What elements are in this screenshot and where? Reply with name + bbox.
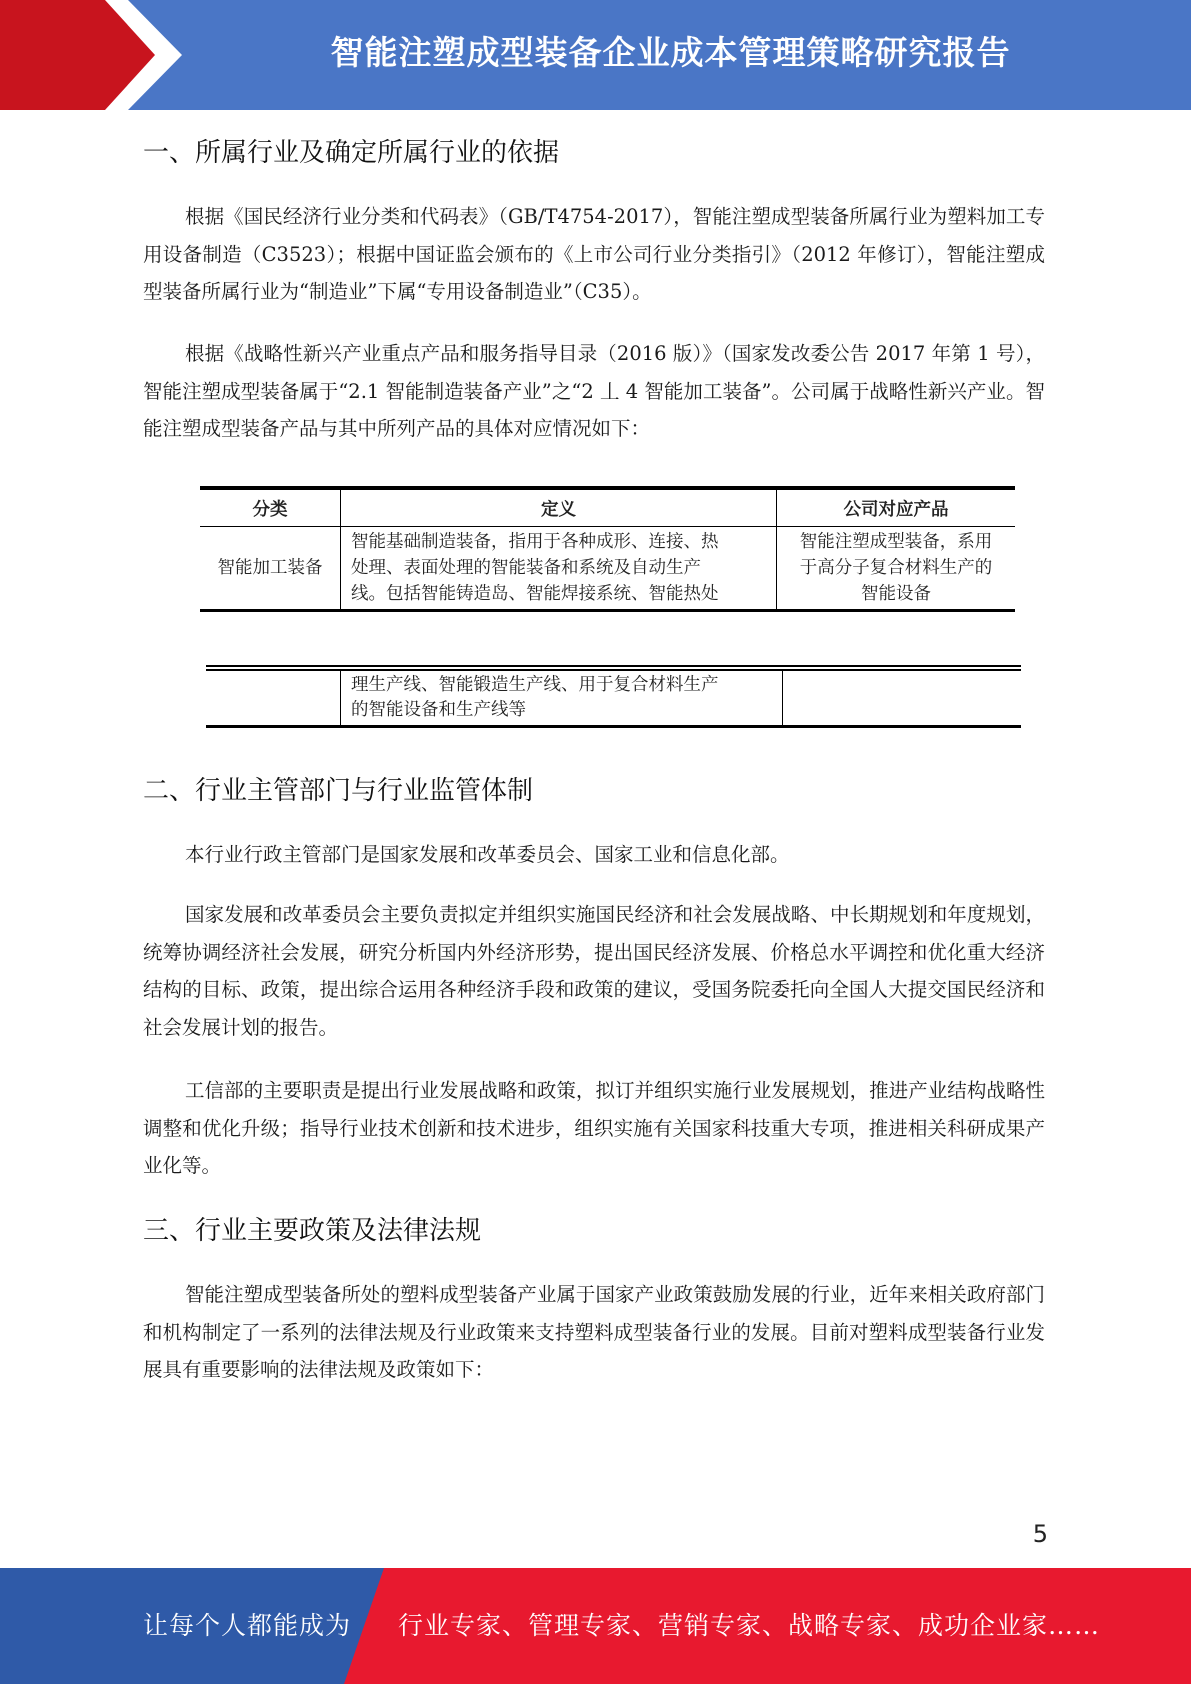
- report-title: 智能注塑成型装备企业成本管理策略研究报告: [330, 33, 1011, 72]
- table-cell-definition-continued: [341, 668, 783, 727]
- table-row: [206, 668, 1021, 727]
- footer-banner: [0, 1568, 1191, 1684]
- definition-line: 智能基础制造装备，指用于各种成形、连接、热: [351, 532, 719, 552]
- section-3-heading: 三、行业主要政策及法律法规: [143, 1216, 482, 1246]
- table-header-row: [200, 488, 1015, 527]
- section-3-paragraph-1: 智能注塑成型装备所处的塑料成型装备产业属于国家产业政策鼓励发展的行业，近年来相关政府部门和机构制定了一系列的法律法规及行业政策来支持塑料成型装备行业的发展。目前对塑料成型装备行业发展具有重要影响的法律法规及政策如下：: [143, 1283, 1045, 1381]
- section-1-paragraph-2: 根据《战略性新兴产业重点产品和服务指导目录（2016 版）》（国家发改委公告 2017 年第 1 号），智能注塑成型装备属于“2.1 智能制造装备产业”之“2 丄 4 智能加工装备”。公司属于战略性新兴产业。智能注塑成型装备产品与其中所列产品的具体对应情况如下：: [143, 342, 1045, 440]
- product-line: 智能设备: [861, 584, 931, 604]
- definition-line: 的智能设备和生产线等: [351, 700, 526, 720]
- product-mapping-table-continued: [206, 665, 1021, 728]
- footer-slogan-right: 行业专家、管理专家、营销专家、战略专家、成功企业家……: [398, 1611, 1101, 1640]
- header-banner: [0, 0, 1191, 110]
- table-cell-empty: [206, 668, 341, 727]
- section-2-paragraph-2: 国家发展和改革委员会主要负责拟定并组织实施国民经济和社会发展战略、中长期规划和年度规划，统筹协调经济社会发展，研究分析国内外经济形势，提出国民经济发展、价格总水平调控和优化重大经济结构的目标、政策，提出综合运用各种经济手段和政策的建议，受国务院委托向全国人大提交国民经济和社会发展计划的报告。: [143, 903, 1045, 1039]
- section-2-paragraph-3: 工信部的主要职责是提出行业发展战略和政策，拟订并组织实施行业发展规划，推进产业结构战略性调整和优化升级；指导行业技术创新和技术进步，组织实施有关国家科技重大专项，推进相关科研成果产业化等。: [143, 1079, 1045, 1177]
- table-header-definition: 定义: [341, 488, 777, 527]
- footer-slogan-left: 让每个人都能成为: [143, 1611, 352, 1640]
- section-2-paragraph-1: 本行业行政主管部门是国家发展和改革委员会、国家工业和信息化部。: [185, 843, 790, 866]
- definition-line: 理生产线、智能锻造生产线、用于复合材料生产: [351, 675, 719, 695]
- table-row: [200, 527, 1015, 611]
- section-1-heading: 一、所属行业及确定所属行业的依据: [143, 138, 560, 168]
- table-cell-empty: [783, 668, 1022, 727]
- table-cell-definition: [341, 527, 777, 611]
- table-cell-category: 智能加工装备: [200, 527, 341, 611]
- table-cell-product: [777, 527, 1016, 611]
- section-1-paragraph-1: 根据《国民经济行业分类和代码表》（GB/T4754-2017），智能注塑成型装备所属行业为塑料加工专用设备制造（C3523）；根据中国证监会颁布的《上市公司行业分类指引》（2012 年修订），智能注塑成型装备所属行业为“制造业”下属“专用设备制造业”（C35）。: [143, 205, 1045, 303]
- table-header-product: 公司对应产品: [777, 488, 1016, 527]
- definition-line: 线。包括智能铸造岛、智能焊接系统、智能热处: [351, 584, 719, 604]
- page-number: 5: [1032, 1520, 1048, 1548]
- table-header-category: 分类: [200, 488, 341, 527]
- section-2-heading: 二、行业主管部门与行业监管体制: [143, 776, 534, 806]
- product-mapping-table: [200, 486, 1015, 612]
- product-line: 智能注塑成型装备，系用: [799, 532, 993, 552]
- definition-line: 处理、表面处理的智能装备和系统及自动生产: [351, 558, 701, 578]
- product-line: 于高分子复合材料生产的: [799, 558, 993, 578]
